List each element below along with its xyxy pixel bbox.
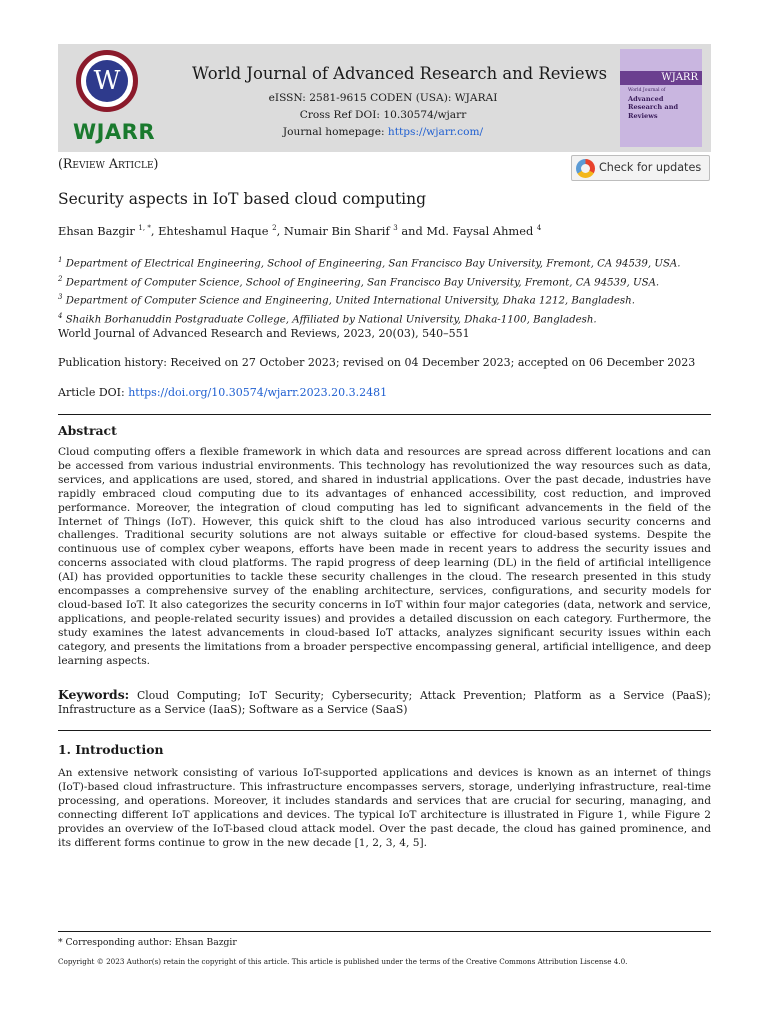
journal-title: World Journal of Advanced Research and Reviews xyxy=(192,64,608,83)
abstract-text: Cloud computing offers a flexible framework in which data and resources are spread across different locations and can be accessed from various industrial environments. This technology has revolutionized the way resources such as data, services, and applications are used, stored, and shared in industrial applications. Over the past decade, industries have rapidly embraced cloud computing due to its advantages of enhanced accessibility, cost reduction, and improved performance. Moreover, the integration of cloud computing has led to significant advancements in the field of the Internet of Things (IoT). However, this quick shift to the cloud has also introduced various security concerns and challenges. Traditional security solutions are not always suitable or effective for cloud-based systems. Despite the continuous use of complex cyber weapons, efforts have been made in recent years to address the security issues and concerns associated with cloud platforms. The rapid progress of deep learning (DL) in the field of artificial intelligence (AI) has provided opportunities to tackle these security challenges in the cloud. The research presented in this study encompasses a comprehensive survey of the enabling architecture, services, configurations, and security models for cloud-based IoT. It also categorizes the security concerns in IoT within four major categories (data, network and service, applications, and people-related security issues) and provides a detailed discussion on each category. Furthermore, the study examines the latest advancements in cloud-based IoT attacks, analyzes significant security issues within each category, and presents the limitations from a broader perspective encompassing general, artificial intelligence, and deep learning aspects. xyxy=(58,446,711,667)
issn-line: eISSN: 2581-9615 CODEN (USA): WJARAI xyxy=(268,92,498,104)
affiliation-4 xyxy=(58,309,711,328)
footnote-divider xyxy=(58,931,711,932)
cover-title-line4: Reviews xyxy=(628,111,658,120)
author-list xyxy=(58,224,541,238)
logo-emblem xyxy=(76,50,138,112)
cover-title xyxy=(628,87,698,120)
keywords xyxy=(58,688,711,717)
cover-title-line1: World Journal of xyxy=(628,88,666,93)
affiliation-2 xyxy=(58,272,711,291)
journal-cover xyxy=(620,49,702,147)
author-4-affil: 4 xyxy=(536,224,542,233)
corresponding-author-footnote: * Corresponding author: Ehsan Bazgir xyxy=(58,937,237,948)
affiliations xyxy=(58,253,711,328)
publication-history: Publication history: Received on 27 October 2023; revised on 04 December 2023; accepted on 06 December 2023 xyxy=(58,356,696,369)
journal-header xyxy=(58,44,711,152)
check-for-updates-button[interactable] xyxy=(571,155,710,181)
homepage-link[interactable]: https://wjarr.com/ xyxy=(387,126,484,138)
article-doi xyxy=(58,386,387,399)
cover-title-line2: Advanced xyxy=(628,95,664,104)
homepage-label: Journal homepage: xyxy=(282,126,388,138)
affiliation-4-num: 4 xyxy=(58,312,63,321)
cover-title-line3: Research and xyxy=(628,103,679,112)
affiliation-3-num: 3 xyxy=(58,293,63,302)
affiliation-1 xyxy=(58,253,711,272)
affiliation-1-text: Department of Electrical Engineering, School of Engineering, San Francisco Bay University, Fremont, CA 94539, USA. xyxy=(62,258,681,270)
homepage-line xyxy=(192,126,574,138)
affiliation-1-num: 1 xyxy=(58,256,63,264)
author-2-affil: 2 xyxy=(272,224,277,233)
citation-line: World Journal of Advanced Research and Reviews, 2023, 20(03), 540–551 xyxy=(58,327,470,340)
affiliation-3 xyxy=(58,290,711,309)
keywords-label: Keywords: xyxy=(58,687,130,702)
crossref-doi-line: Cross Ref DOI: 10.30574/wjarr xyxy=(299,109,467,121)
paper-title: Security aspects in IoT based cloud computing xyxy=(58,190,427,208)
introduction-text: An extensive network consisting of various IoT-supported applications and devices is known as an internet of things (IoT)-based cloud infrastructure. This infrastructure encompasses servers, storage, underlying infrastructure, real-time processing, and operations. Moreover, it includes standards and services that are crucial for securing, managing, and connecting different IoT applications and devices. The typical IoT architecture is illustrated in Figure 1, while Figure 2 provides an overview of the IoT-based cloud attack model. Over the past decade, the cloud has gained prominence, and its different forms continue to grow in the new decade [1, 2, 3, 4, 5]. xyxy=(58,767,711,849)
abstract-heading: Abstract xyxy=(58,423,117,438)
introduction-heading: 1. Introduction xyxy=(58,742,164,757)
cover-band: WJARR xyxy=(620,71,702,85)
affiliation-2-num: 2 xyxy=(58,274,63,283)
author-1-affil: 1, * xyxy=(138,224,151,233)
author-3: , Numair Bin Sharif xyxy=(276,224,394,238)
divider-middle xyxy=(58,730,711,731)
affiliation-4-text: Shaikh Borhanuddin Postgraduate College, Affiliated by National University, Dhaka-1100, Bangladesh. xyxy=(62,314,597,326)
author-3-affil: 3 xyxy=(393,224,398,233)
doi-label: Article DOI: xyxy=(58,386,129,399)
author-2: , Ehteshamul Haque xyxy=(150,224,273,238)
affiliation-3-text: Department of Computer Science and Engineering, United International University, Dhaka 1212, Bangladesh. xyxy=(62,295,635,307)
affiliation-2-text: Department of Computer Science, School of Engineering, San Francisco Bay University, Fremont, CA 94539, USA. xyxy=(62,277,660,289)
keywords-text: Cloud Computing; IoT Security; Cybersecurity; Attack Prevention; Platform as a Service (PaaS); Infrastructure as a Service (IaaS); Software as a Service (SaaS) xyxy=(58,689,711,716)
copyright-notice: Copyright © 2023 Author(s) retain the copyright of this article. This article is published under the terms of the Creative Commons Attribution Liscense 4.0. xyxy=(58,957,628,966)
check-for-updates-label: Check for updates xyxy=(599,161,702,174)
crossmark-icon xyxy=(576,159,595,178)
journal-logo xyxy=(68,50,160,148)
author-4: and Md. Faysal Ahmed xyxy=(397,224,537,238)
logo-letter: W xyxy=(86,60,128,102)
logo-wordmark: WJARR xyxy=(72,120,156,144)
author-1: Ehsan Bazgir xyxy=(58,224,139,238)
article-type: (Review Article) xyxy=(58,156,159,171)
divider-top xyxy=(58,414,711,415)
doi-link[interactable]: https://doi.org/10.30574/wjarr.2023.20.3.2481 xyxy=(128,386,388,399)
